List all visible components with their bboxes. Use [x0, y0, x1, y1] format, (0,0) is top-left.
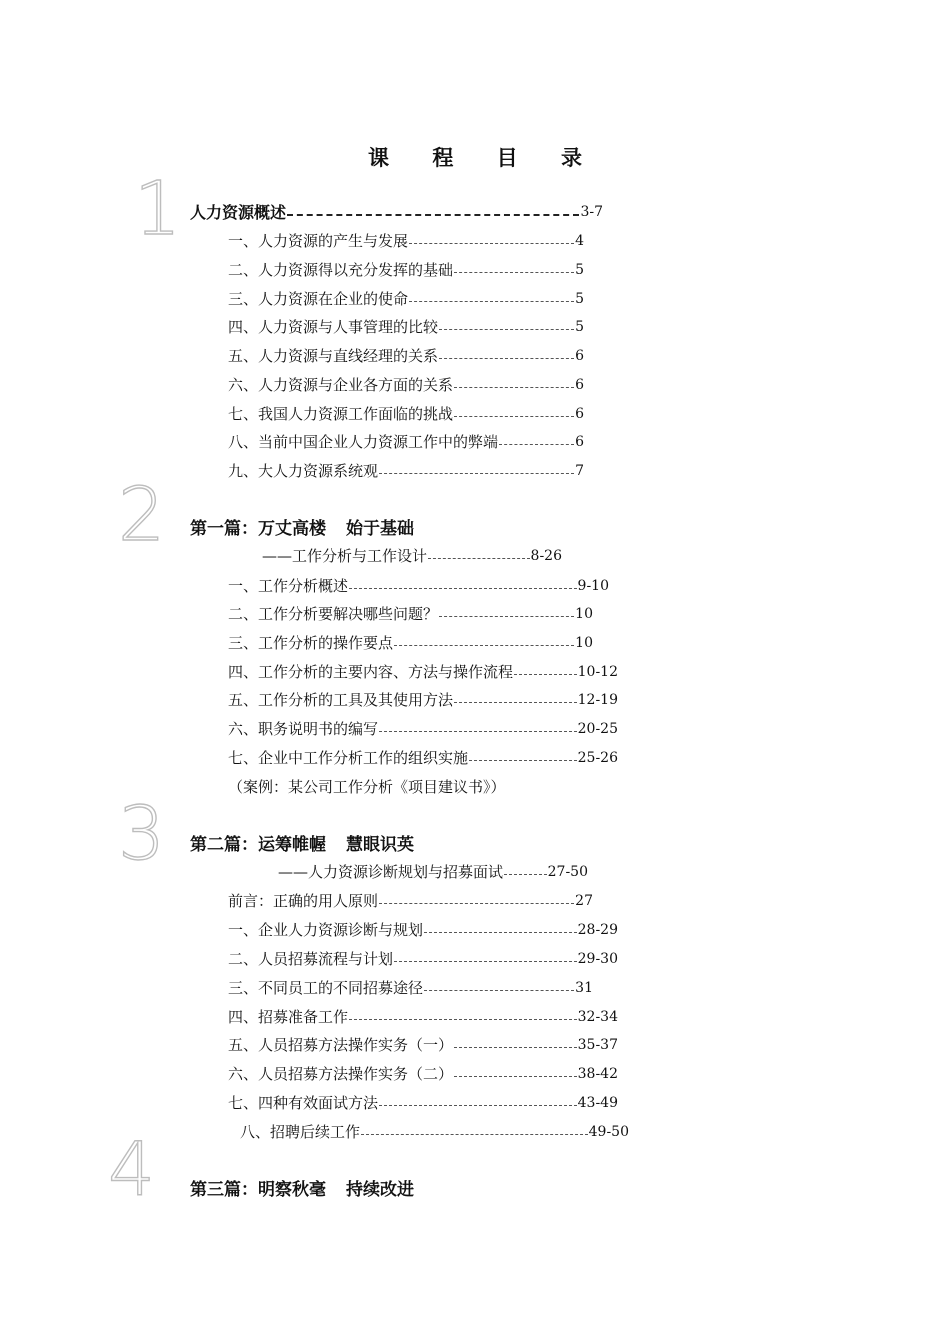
entry-label: 二、工作分析要解决哪些问题？	[228, 605, 439, 623]
dot-leader	[379, 473, 574, 474]
toc-entry	[228, 1089, 618, 1118]
dot-leader	[514, 674, 577, 675]
entry-page: 9-10	[577, 578, 609, 594]
part-heading	[190, 1175, 414, 1205]
toc-entry	[228, 1003, 618, 1032]
toc-entry	[228, 1031, 618, 1060]
toc-entry	[228, 1060, 618, 1089]
section-number-2: 2	[118, 472, 166, 558]
toc-heading: 人力资源概述	[190, 203, 287, 222]
toc-entry	[228, 285, 584, 314]
dot-leader	[499, 444, 574, 445]
part-subtitle: ——人力资源诊断规划与招募面试	[278, 863, 504, 881]
entry-page: 6	[575, 406, 584, 422]
page-title: 课 程 目 录	[368, 146, 600, 170]
part-subtitle-row	[262, 542, 562, 571]
entry-page: 4	[575, 233, 584, 249]
entry-page: 29-30	[577, 951, 618, 967]
toc-entry	[228, 715, 618, 744]
entry-page: 49-50	[588, 1124, 629, 1140]
toc-entry	[228, 313, 584, 342]
part-heading	[190, 514, 414, 544]
dot-leader	[454, 416, 574, 417]
dot-leader	[504, 874, 547, 875]
entry-label: 二、人员招募流程与计划	[228, 950, 394, 968]
dot-leader	[469, 760, 577, 761]
toc-entry	[228, 256, 584, 285]
entry-page: 10	[575, 606, 593, 622]
toc-entry	[240, 1118, 629, 1147]
part-heading-sub: 持续改进	[346, 1180, 414, 1200]
entry-label: 八、招聘后续工作	[240, 1123, 361, 1141]
entry-page: 6	[575, 434, 584, 450]
toc-entry	[228, 428, 584, 457]
toc-entry	[228, 744, 618, 773]
toc-entry	[228, 945, 618, 974]
section-number-3: 3	[118, 791, 166, 877]
toc-heading-row	[190, 198, 603, 227]
case-note: （案例：某公司工作分析《项目建议书》）	[228, 778, 506, 796]
entry-page: 6	[575, 377, 584, 393]
toc-entry	[228, 227, 584, 256]
dot-leader	[454, 272, 574, 273]
entry-page: 12-19	[577, 692, 618, 708]
entry-label: 四、人力资源与人事管理的比较	[228, 318, 439, 336]
entry-page: 43-49	[577, 1095, 618, 1111]
entry-label: 三、不同员工的不同招募途径	[228, 979, 424, 997]
part-heading-sub: 始于基础	[346, 519, 414, 539]
entry-page: 5	[575, 291, 584, 307]
entry-label: 二、人力资源得以充分发挥的基础	[228, 261, 454, 279]
dot-leader	[439, 329, 574, 330]
entry-label: 一、工作分析概述	[228, 577, 349, 595]
entry-page: 20-25	[577, 721, 618, 737]
entry-label: 五、人员招募方法操作实务（一）	[228, 1036, 454, 1054]
dot-leader	[349, 588, 577, 589]
toc-entry	[228, 658, 618, 687]
dot-leader	[394, 961, 577, 962]
entry-label: 六、职务说明书的编写	[228, 720, 379, 738]
dot-leader	[409, 243, 574, 244]
entry-label: 四、工作分析的主要内容、方法与操作流程	[228, 663, 514, 681]
dot-leader	[454, 702, 577, 703]
entry-label: 八、当前中国企业人力资源工作中的弊端	[228, 433, 499, 451]
entry-label: 一、人力资源的产生与发展	[228, 232, 409, 250]
entry-page: 28-29	[577, 922, 618, 938]
part-subtitle-row	[278, 858, 588, 887]
entry-label: 七、我国人力资源工作面临的挑战	[228, 405, 454, 423]
dot-leader	[454, 387, 574, 388]
entry-label: 六、人力资源与企业各方面的关系	[228, 376, 454, 394]
toc-entry	[228, 887, 593, 916]
part-subtitle: ——工作分析与工作设计	[262, 547, 428, 565]
entry-label: 三、工作分析的操作要点	[228, 634, 394, 652]
part-heading-main: 第三篇：明察秋毫	[190, 1180, 326, 1200]
toc-entry	[228, 457, 584, 486]
entry-label: 前言：正确的用人原则	[228, 892, 379, 910]
entry-label: 七、四种有效面试方法	[228, 1094, 379, 1112]
dot-leader	[361, 1134, 588, 1135]
page-range: 8-26	[530, 548, 562, 564]
entry-label: 三、人力资源在企业的使命	[228, 290, 409, 308]
dot-leader	[287, 214, 579, 216]
dot-leader	[379, 903, 574, 904]
dot-leader	[349, 1019, 577, 1020]
toc-entry	[228, 916, 618, 945]
part-heading-sub: 慧眼识英	[346, 835, 414, 855]
toc-entry	[228, 686, 618, 715]
toc-entry	[228, 974, 593, 1003]
entry-page: 10-12	[577, 664, 618, 680]
toc-entry	[228, 342, 584, 371]
entry-page: 5	[575, 262, 584, 278]
dot-leader	[409, 301, 574, 302]
page-range: 3-7	[580, 204, 603, 220]
dot-leader	[439, 358, 574, 359]
toc-entry	[228, 629, 593, 658]
entry-page: 25-26	[577, 750, 618, 766]
entry-page: 10	[575, 635, 593, 651]
dot-leader	[394, 645, 574, 646]
entry-label: 九、大人力资源系统观	[228, 462, 379, 480]
entry-page: 31	[575, 980, 593, 996]
dot-leader	[379, 731, 577, 732]
entry-page: 7	[575, 463, 584, 479]
entry-page: 38-42	[577, 1066, 618, 1082]
entry-label: 五、人力资源与直线经理的关系	[228, 347, 439, 365]
entry-page: 6	[575, 348, 584, 364]
dot-leader	[379, 1105, 577, 1106]
entry-page: 32-34	[577, 1009, 618, 1025]
dot-leader	[454, 1076, 577, 1077]
dot-leader	[428, 558, 530, 559]
entry-page: 5	[575, 319, 584, 335]
dot-leader	[439, 616, 574, 617]
entry-label: 四、招募准备工作	[228, 1008, 349, 1026]
dot-leader	[424, 990, 574, 991]
entry-label: 七、企业中工作分析工作的组织实施	[228, 749, 469, 767]
toc-entry	[228, 371, 584, 400]
part-heading	[190, 830, 414, 860]
entry-page: 27	[575, 893, 593, 909]
dot-leader	[424, 932, 577, 933]
section-number-4: 4	[108, 1127, 156, 1213]
page-range: 27-50	[547, 864, 588, 880]
part-heading-main: 第二篇：运筹帷幄	[190, 835, 326, 855]
entry-label: 一、企业人力资源诊断与规划	[228, 921, 424, 939]
entry-label: 五、工作分析的工具及其使用方法	[228, 691, 454, 709]
entry-label: 六、人员招募方法操作实务（二）	[228, 1065, 454, 1083]
dot-leader	[454, 1047, 577, 1048]
toc-entry	[228, 600, 593, 629]
part-heading-main: 第一篇：万丈高楼	[190, 519, 326, 539]
toc-entry	[228, 572, 609, 601]
section-number-1: 1	[134, 166, 182, 252]
toc-entry	[228, 400, 584, 429]
entry-page: 35-37	[577, 1037, 618, 1053]
